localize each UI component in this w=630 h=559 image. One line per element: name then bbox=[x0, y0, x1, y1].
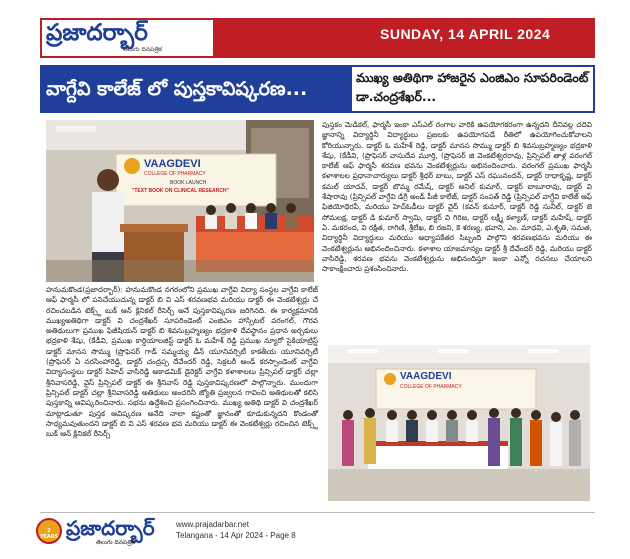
photo1-banner-book-line-1: BOOK LAUNCH bbox=[170, 180, 207, 186]
masthead-tagline: తెలుగు దినపత్రిక bbox=[123, 46, 163, 53]
photo1-banner-title: VAAGDEVI bbox=[144, 158, 201, 170]
edition-date: SUNDAY, 14 APRIL 2024 bbox=[380, 26, 551, 42]
group-scene-illustration bbox=[328, 345, 590, 501]
photo2-banner-subtitle: COLLEGE OF PHARMACY bbox=[400, 384, 462, 390]
event-photo-group bbox=[328, 345, 590, 501]
photo1-banner-book-line-2: "TEXT BOOK ON CLINICAL RESEARCH" bbox=[132, 188, 229, 194]
footer-website-link[interactable]: www.prajadarbar.net bbox=[176, 520, 249, 529]
footer-divider bbox=[40, 512, 595, 513]
event-photo-podium bbox=[46, 120, 314, 282]
footer-logo: ప్రజాదర్బార్ bbox=[66, 516, 155, 540]
article-body-right-column: పుస్తకం మెడికల్, ఫార్మసీ ఇంకా ఎస్ఎల్ రంగాల వారికి ఉపయోగకరంగా ఉన్నదని దీనివల్ల చదివి జ్ఞానాన్ని విద్యార్థినీ విద్యార్థులు ప్రజలకు ఉపయోగపడే రీతిలో ఉపయోగించుకోవాలని కోరియున్నారు. డాక్టర్ ఓ మహేశ్ రెడ్డి, డాక్టర్ మానస సొమ్ము డాక్టర్ బి శివసుబ్రహ్మణ్యం భద్రకాళి శేషు, (కేడీవి, (ప్రొఫెసర్ వాసుదేవ మూర్తి, (ప్రొఫెసర్ జి వెంకటేశ్వరరావు, ప్రిన్సిపల్ తాళ్ల వరంగల్ కాలేజ్ ఆఫ్ ఫార్మసీ శరవణ భవను వెంకటేశ్వర్లును అభినందించారు. వరంగల్ ప్రముఖ ఫార్మసీ కళాశాలల ప్రధానాచార్యులు డాక్టర్ శ్రీధర్ బాబు, డాక్టర్ ఎస్ రఘునందన్, డాక్టర్ రాధాకృష్ణ, డాక్టర్ కమల్ యాదవ్, డాక్టర్ బొమ్మ రమేష్, డాక్టర్ అనిల్ కుమార్, డాక్టర్ బాబూరావు, డాక్టర్ వి శేషారావు (ప్రిన్సిపల్ వాగ్దేవి డిగ్రీ అండ్ పీజీ కాలేజ్, డాక్టర్ సంపత్ రెడ్డి (ప్రిన్సిపల్ వాగ్దేవి కాలేజ్ ఆఫ్ ఫిజియోథెరపీ, మరియు హెచ్ఓడీలు డాక్టర్ వైద్ (కవన్ కుమార్, డాక్టర్ రెడ్డి సునీల్, డాక్టర్ జె సోమలక్ష, డాక్టర్ డి కుమార్ స్వామి, డాక్టర్ వి గిరిజ, డాక్టర్ లక్ష్మీ కళ్యాణ్, డాక్టర్ మహేష్, డాక్టర్ ఏ. మకరంద, వి రక్షిత, రాగిణి, శ్రీలేఖ, బి రజని, కె శరణ్య, భవాని, ఎం. మాధవి, ఎ.శృతి, సమత, విద్యార్థినీ విద్యార్థులు మరియు అధ్యాపకేతర సిబ్బంది పాల్గొని శరవణభవను మరియు ఈ వెంకటేశ్వర్లును అభినందించినారు. కళాశాల యాజమాన్యం డాక్టర్ శ్రీ దేవేందర్ రెడ్డి, మరియు డాక్టర్ వాసిరెడ్డి, శరవణ భవను వెంకటేశ్వర్లును అభినందిస్తూ ఇంకా ఎన్నో రచనలు చేయాలని సాకాంక్షించారు ప్రశంసించినారు. bbox=[322, 120, 592, 274]
anniversary-badge-text: 2 YEARS bbox=[39, 528, 59, 540]
headline: వాగ్దేవి కాలేజ్ లో పుస్తకావిష్కరణ... bbox=[46, 78, 308, 100]
photo1-banner-subtitle: COLLEGE OF PHARMACY bbox=[144, 171, 206, 177]
subheadline: ముఖ్య అతిథిగా హాజరైన ఎంజిఎం సూపరిండెంట్ డా.చంద్రశేఖర్... bbox=[356, 70, 589, 104]
subheadline-arrow-icon bbox=[342, 81, 352, 97]
footer-edition-page: Telangana - 14 Apr 2024 - Page 8 bbox=[176, 531, 296, 540]
footer-tagline: తెలుగు దినపత్రిక bbox=[96, 539, 136, 546]
photo2-banner-title: VAAGDEVI bbox=[400, 371, 452, 382]
podium-scene-illustration bbox=[46, 120, 314, 282]
article-body-left-column: హనుమకొండ(ప్రజాదర్బార్): హనుమకొండ నగరంలోని ప్రముఖ వాగ్దేవి విద్యా సంస్థల వాగ్దేవి కాలేజ్ ఆఫ్ ఫార్మసీ లో పనిచేయుచున్న డాక్టర్ బి వి ఎస్ శరవణభవ మరియు డాక్టర్ ఈ వెంకటేశ్వర్లు చే రచించబడిన టెక్స్ట్ బుక్ ఆన్ క్లినికల్ రీసెర్చ్ అనే పుస్తకావిష్కరణ జరిగినది. ఈ కార్యక్రమానికి ముఖ్యఅతిథిగా డాక్టర్ వి చంద్రశేఖర్ సూపరిండెంట్ ఎంజిఎం హాస్పిటల్ వరంగల్, గౌరవ అతిథులుగా ప్రముఖ ఫిజీషియన్ డాక్టర్ బి శివసుబ్రహ్మణ్యం భద్రకాళి దేవస్థానం ప్రధాన అర్చకులు భద్రకాళి శేషు, (కేడీవి, ప్రముఖ కార్డియాలజిస్ట్ డాక్టర్ ఓ మహేశ్ రెడ్డి ప్రముఖ న్యూరో సైకియాట్రిస్ట్ డాక్టర్ మానస సొమ్ము (ప్రొఫెసర్ గాడ్ సమ్మయ్య డీన్ యూనివర్సిటీ కాకతీయ యూనివర్సిటీ (ప్రొఫెసర్ ఏ నరసింహారెడ్డి, డాక్టర్ చంద్రప్ప దేవేందర్ రెడ్డి, సెక్రటరీ అండ్ కరస్పాండెంట్ వాగ్దేవి విద్యాసంస్థలు డాక్టర్ సిహెచ్ వాసిరెడ్డి అకాడమిక్ డైరెక్టర్ వాగ్దేవి కళాశాలలు ప్రిన్సిపల్ డాక్టర్ చల్లా శ్రీనివాసరెడ్డి, వైస్ ప్రిన్సిపల్ డాక్టర్ ఈ శ్రీనివాస్ రెడ్డి పుస్తకావిష్కరణలో పాల్గొన్నారు. ముందుగా ప్రిన్సిపల్ డాక్టర్ చల్లా శ్రీనివాసరెడ్డి అతిథులు అందరినీ జ్యోతి ప్రజ్వలన గావించి అతిథులతో కలిసి పుస్తకాన్ని ఆవిష్కరించినారు. సభను ఉద్దేశించి ప్రసంగించినారు. ముఖ్య అతిథి డాక్టర్ వి చంద్రశేఖర్ మాట్లాడుతూ పుస్తక ఆవిష్కరణ అనేది నాలా కష్టంతో జ్ఞానంతో కూడుకున్నదని కొండంతో సాధ్యమవుతుందని డాక్టర్ బి వి ఎస్ శరవణ భవ మరియు డాక్టర్ ఈ వెంకటేశ్వర్లు రచించిన టెక్స్ట్ బుక్ ఆన్ క్లినికల్ రీసెర్చ్ bbox=[46, 285, 318, 439]
masthead-logo-text: ప్రజాదర్బార్ bbox=[46, 20, 148, 46]
anniversary-badge-icon bbox=[36, 518, 62, 544]
